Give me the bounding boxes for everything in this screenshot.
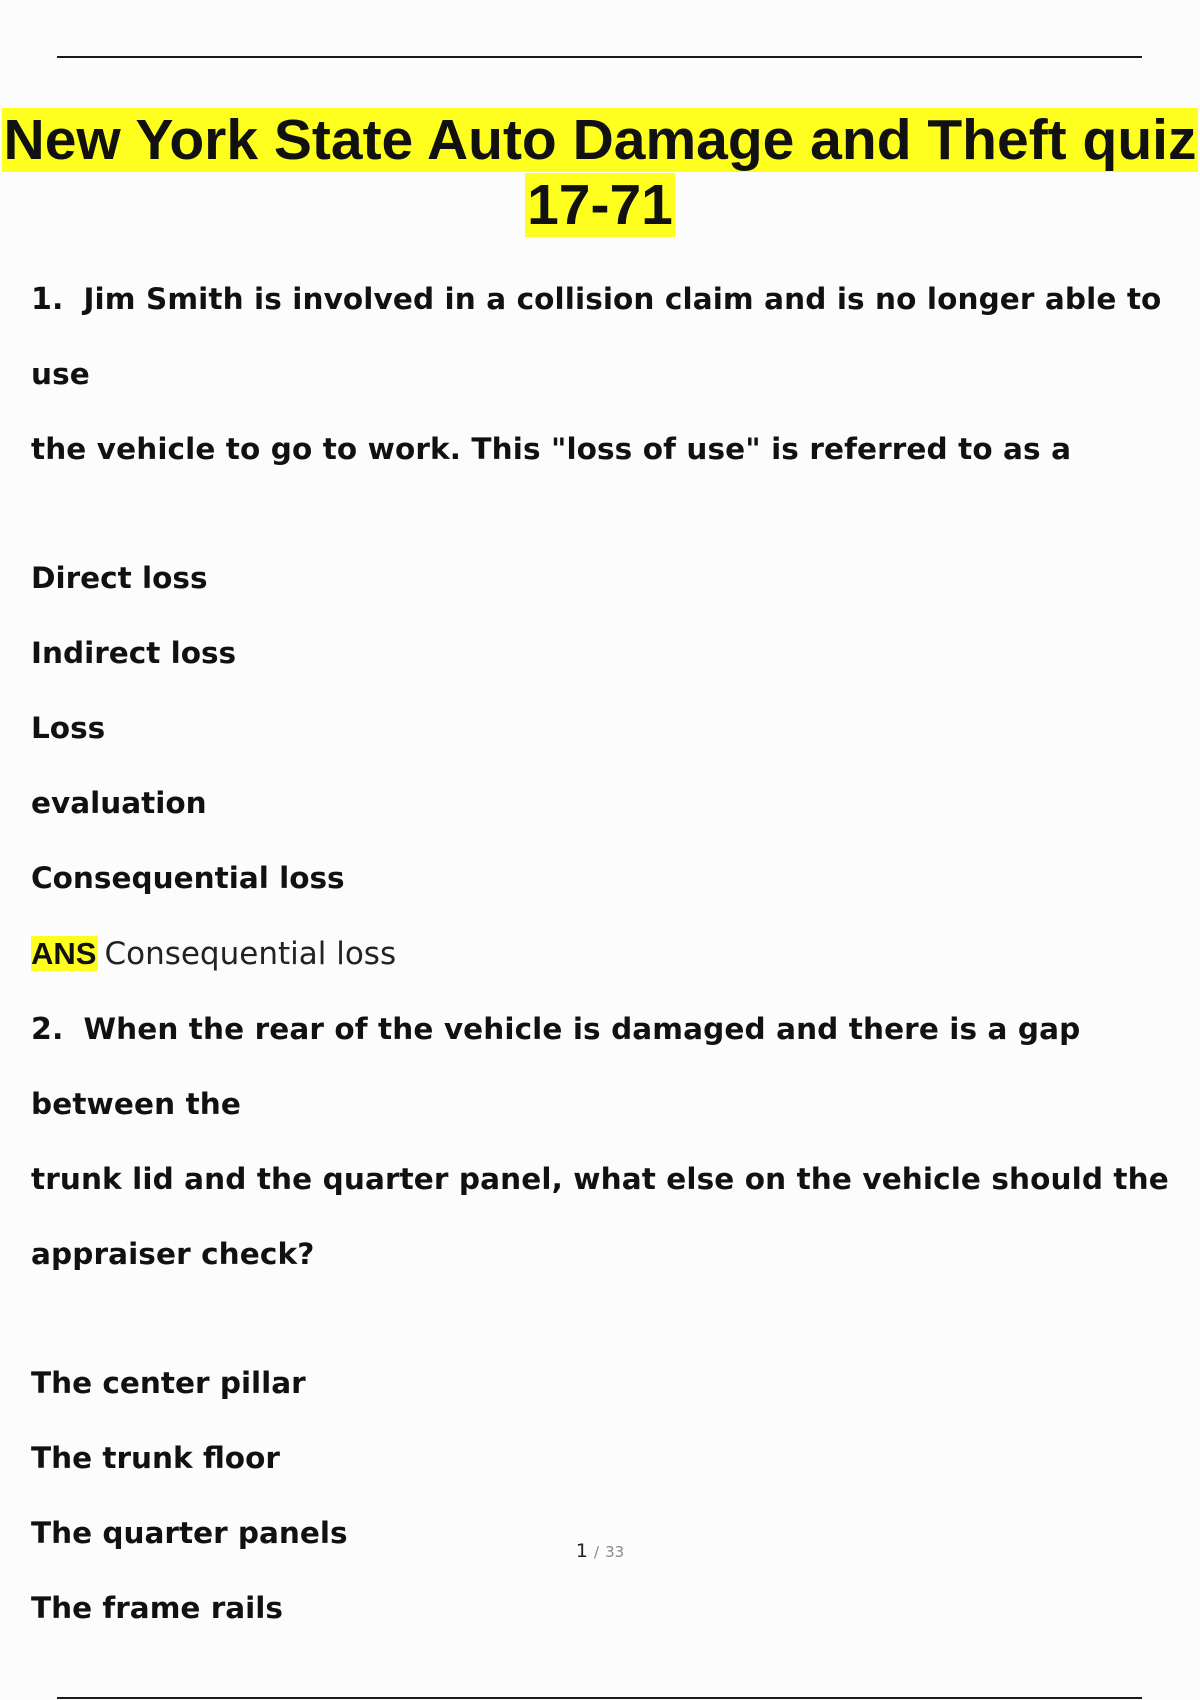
page-indicator bbox=[0, 1540, 1200, 1562]
question-1 bbox=[31, 262, 1191, 992]
question-2-text bbox=[31, 992, 1191, 1292]
option-item: Indirect loss bbox=[31, 636, 237, 670]
page-current: 1 bbox=[575, 1540, 588, 1562]
option-item: evaluation bbox=[31, 786, 207, 820]
option-item: The quarter panels bbox=[31, 1516, 348, 1550]
option-item: Loss bbox=[31, 711, 106, 745]
question-2-options bbox=[31, 1346, 1191, 1646]
question-2-line-3: appraiser check? bbox=[31, 1237, 315, 1271]
question-1-options bbox=[31, 541, 1191, 916]
question-1-line-2: the vehicle to go to work. This "loss of use" is referred to as a bbox=[31, 432, 1072, 466]
title-line-1: New York State Auto Damage and Theft quiz bbox=[3, 108, 1197, 172]
document-title bbox=[0, 108, 1200, 238]
page-total: 33 bbox=[605, 1543, 625, 1561]
top-rule bbox=[57, 56, 1142, 58]
option-item: Consequential loss bbox=[31, 861, 345, 895]
page-separator: / bbox=[593, 1543, 600, 1561]
question-2-number: 2. bbox=[31, 1012, 64, 1047]
quiz-content bbox=[31, 262, 1191, 1646]
question-2-line-2: trunk lid and the quarter panel, what else on the vehicle should the bbox=[31, 1162, 1169, 1196]
option-item: The frame rails bbox=[31, 1591, 283, 1625]
title-line-2: 17-71 bbox=[527, 173, 673, 237]
question-1-answer bbox=[31, 916, 1191, 992]
option-item: The center pillar bbox=[31, 1366, 306, 1400]
option-item: Direct loss bbox=[31, 561, 208, 595]
question-2-line-1: When the rear of the vehicle is damaged and there is a gap between the bbox=[31, 1012, 1081, 1121]
question-1-line-1: Jim Smith is involved in a collision claim and is no longer able to use bbox=[31, 282, 1162, 391]
answer-value: Consequential loss bbox=[104, 936, 397, 972]
question-1-text bbox=[31, 262, 1191, 487]
option-item: The trunk floor bbox=[31, 1441, 280, 1475]
question-1-number: 1. bbox=[31, 282, 64, 317]
bottom-rule bbox=[57, 1697, 1142, 1699]
answer-label: ANS bbox=[31, 936, 97, 971]
